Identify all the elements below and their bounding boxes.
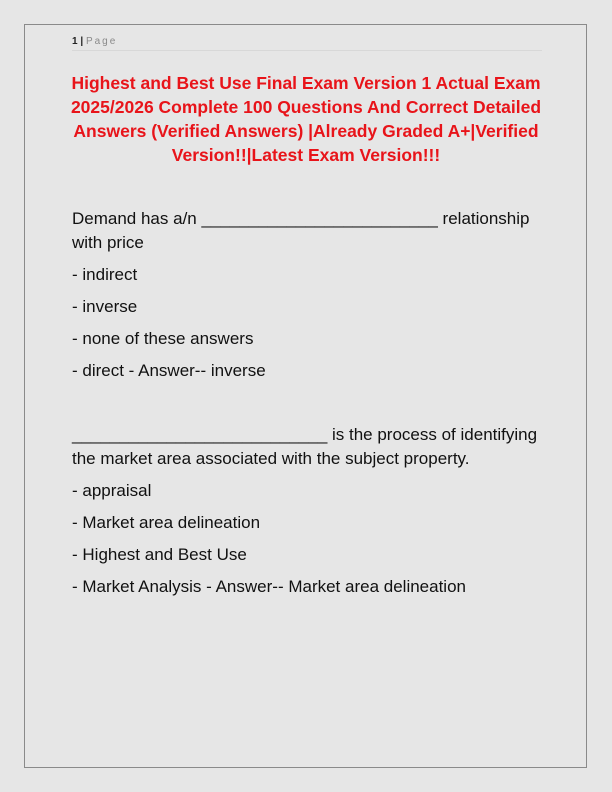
question-block: [72, 423, 542, 607]
answer-option: - Market Analysis - Answer-- Market area delineation: [72, 577, 466, 596]
question-block: [72, 207, 542, 391]
answer-option: - Market area delineation: [72, 513, 261, 532]
answer-option: - none of these answers: [72, 329, 254, 348]
answer-option: - direct - Answer-- inverse: [72, 361, 266, 380]
answer-option: - Highest and Best Use: [72, 545, 247, 564]
page-separator: |: [80, 36, 84, 47]
answer-option: - appraisal: [72, 481, 152, 500]
answer-option: - indirect: [72, 265, 138, 284]
page-number: 1: [72, 36, 78, 47]
question-prompt: ___________________________ is the process of identifying the market area associated with the subject property.: [72, 425, 538, 468]
question-prompt: Demand has a/n _________________________ relationship with price: [72, 209, 530, 252]
page-word: Page: [85, 36, 118, 47]
answer-option: - inverse: [72, 297, 138, 316]
document-title: Highest and Best Use Final Exam Version 1 Actual Exam 2025/2026 Complete 100 Questions And Correct Detailed Answers (Verified Answers) |Already Graded A+|Verified Version!!|Latest Exam Version!!!: [70, 73, 542, 165]
page-header: [72, 36, 542, 51]
